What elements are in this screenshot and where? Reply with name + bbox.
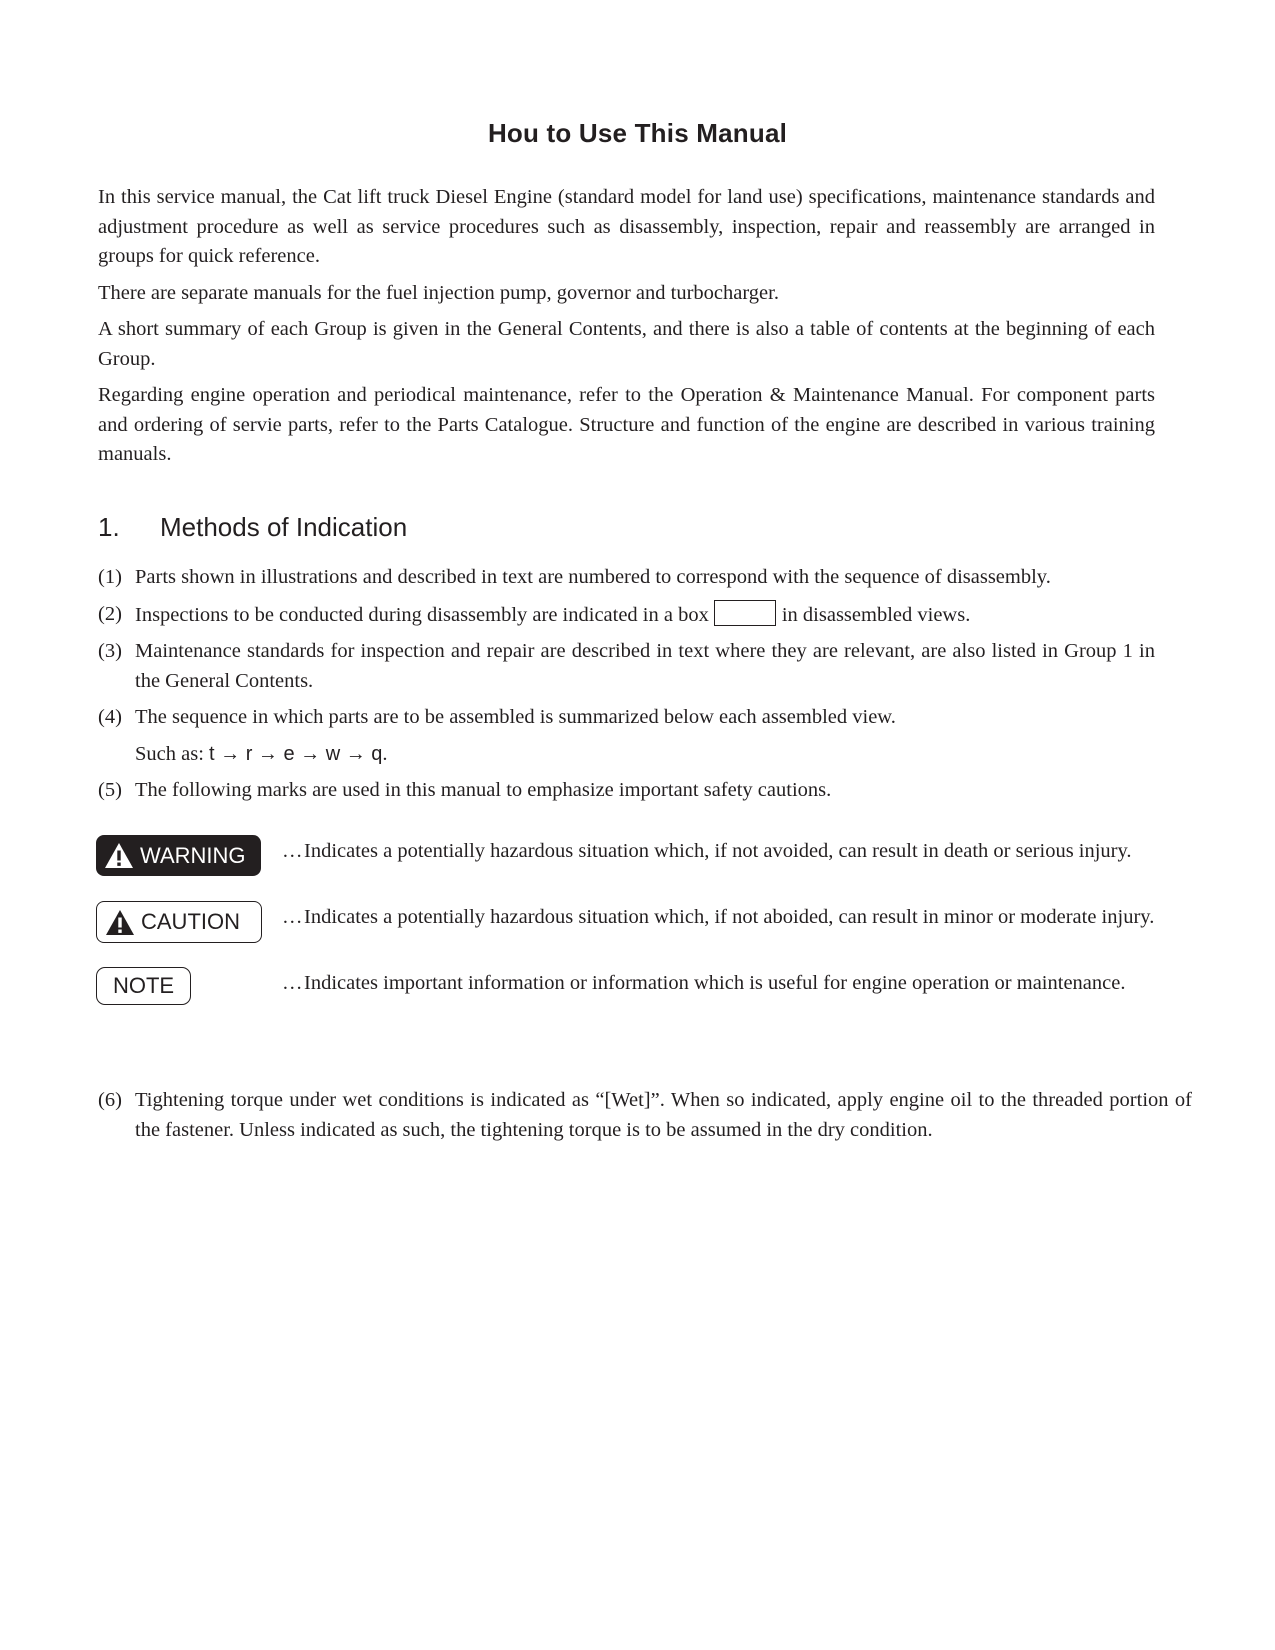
example-label: Such as: (135, 742, 204, 765)
indication-list (98, 563, 1155, 813)
mark-text: Indicates a potentially hazardous situation which, if not aboided, can result in minor or moderate injury. (304, 906, 1155, 928)
safety-marks (96, 837, 1155, 1035)
item-number: (4) (98, 706, 122, 728)
list-item (98, 563, 1155, 593)
mark-dots: … (282, 972, 303, 994)
list-item (98, 1086, 1192, 1145)
list-item (98, 600, 1155, 631)
note-badge (96, 967, 191, 1005)
list-item (98, 637, 1155, 696)
list-item (98, 776, 1155, 806)
mark-description (282, 903, 1155, 933)
item-number: (1) (98, 566, 122, 588)
list-item (98, 703, 1155, 733)
example-sequence: t → r → e → w → q (209, 742, 383, 765)
item-number: (6) (98, 1089, 122, 1111)
item-number: (5) (98, 779, 122, 801)
item-text: The following marks are used in this manual to emphasize important safety cautions. (135, 779, 832, 801)
mark-dots: … (282, 840, 303, 862)
mark-dots: … (282, 906, 303, 928)
intro-paragraph: Regarding engine operation and periodical maintenance, refer to the Operation & Maintenance Manual. For component parts and ordering of servie parts, refer to the Parts Catalogue. Structure and function of the engine are described in various training manuals. (98, 384, 1155, 465)
section-heading (98, 511, 407, 543)
item-text: Parts shown in illustrations and described in text are numbered to correspond with the sequence of disassembly. (135, 566, 1051, 588)
example-end: . (382, 742, 388, 765)
page-title: Hou to Use This Manual (487, 118, 788, 148)
mark-row-warning (96, 837, 1155, 903)
caution-badge (96, 901, 262, 943)
caution-label: CAUTION (141, 909, 240, 934)
warning-badge (96, 835, 261, 876)
section-title: Methods of Indication (160, 512, 408, 542)
mark-description (282, 837, 1155, 867)
sequence-example (98, 740, 1155, 770)
note-label: NOTE (112, 973, 175, 998)
item-text: Tightening torque under wet conditions is indicated as “[Wet]”. When so indicated, apply engine oil to the threaded portion of the fastener. Unless indicated as such, the tightening torque is to be assumed in the dry condition. (135, 1089, 1192, 1141)
intro-paragraph: A short summary of each Group is given in the General Contents, and there is also a table of contents at the beginning of each Group. (98, 318, 1155, 370)
item-text: The sequence in which parts are to be assembled is summarized below each assembled view. (135, 706, 896, 728)
item-number: (3) (98, 640, 122, 662)
warning-label: WARNING (140, 842, 246, 868)
mark-row-note (96, 969, 1155, 1035)
mark-text: Indicates important information or information which is useful for engine operation or maintenance. (304, 972, 1126, 994)
item-text: Maintenance standards for inspection and repair are described in text where they are relevant, are also listed in Group 1 in the General Contents. (135, 640, 1155, 692)
warning-triangle-icon (104, 842, 134, 869)
inspection-box-symbol (714, 600, 776, 626)
item-text-after: in disassembled views. (781, 603, 971, 626)
intro-section (98, 183, 1155, 477)
mark-description (282, 969, 1155, 999)
item-number: (2) (98, 602, 122, 625)
section-number: 1. (98, 512, 120, 542)
mark-text: Indicates a potentially hazardous situation which, if not avoided, can result in death or serious injury. (304, 840, 1132, 862)
intro-paragraph: In this service manual, the Cat lift truck Diesel Engine (standard model for land use) specifications, maintenance standards and adjustment procedure as well as service procedures such as disassembly, inspection, repair and reassembly are arranged in groups for quick reference. (98, 186, 1155, 267)
mark-row-caution (96, 903, 1155, 969)
caution-triangle-icon (105, 909, 135, 936)
item-text: Inspections to be conducted during disassembly are indicated in a box (135, 603, 709, 626)
intro-paragraph: There are separate manuals for the fuel injection pump, governor and turbocharger. (98, 281, 779, 304)
